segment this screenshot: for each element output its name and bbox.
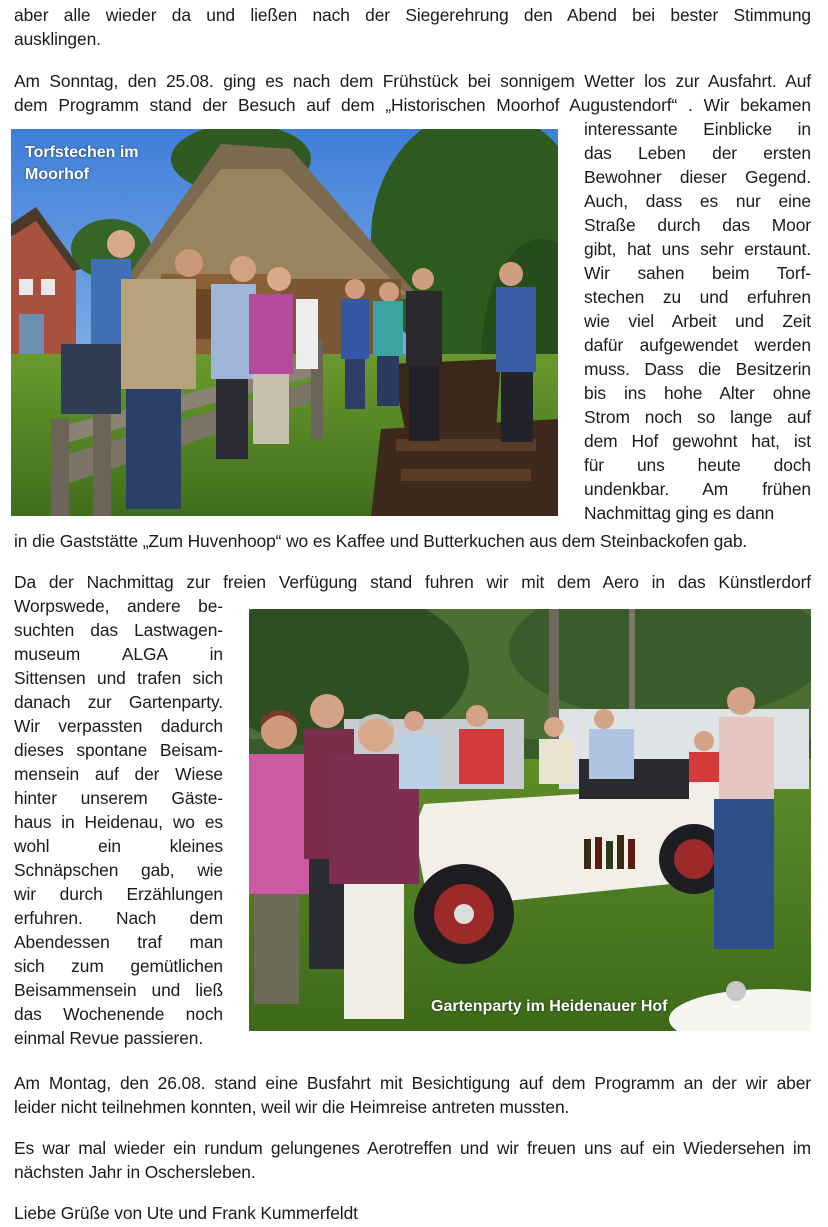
side-line: einmal Revue passieren. <box>14 1028 204 1048</box>
monday-line-1: Am Montag, den 26.08. stand eine Busfahrt mit Besichtigung auf dem Programm an der wir aber <box>14 1073 811 1093</box>
moorhof-caption-line2: Moorhof <box>25 166 89 183</box>
side-line: dem Hof gewohnt hat, ist <box>584 431 811 451</box>
monday-line-2: leider nicht teilnehmen konnten, weil wir die Heimreise antreten mussten. <box>14 1097 570 1117</box>
side-line: wohl ein kleines <box>14 836 223 856</box>
side-line: museum ALGA in <box>14 644 223 664</box>
closing-line-1: Es war mal wieder ein rundum gelungenes Aerotreffen und wir freuen uns auf ein Wiedersehen im <box>14 1138 811 1158</box>
side-line: dafür aufgewendet werden <box>584 335 811 355</box>
side-line: Strom noch so lange auf <box>584 407 811 427</box>
signature: Liebe Grüße von Ute und Frank Kummerfeldt <box>14 1203 358 1223</box>
side-line: Auch, dass es nur eine <box>584 191 811 211</box>
afternoon-first-line: Da der Nachmittag zur freien Verfügung stand fuhren wir mit dem Aero in das Künstlerdorf <box>14 572 811 592</box>
side-line: Schnäpschen gab, wie <box>14 860 223 880</box>
side-line: Bewohner dieser Gegend. <box>584 167 811 187</box>
side-line: danach zur Gartenparty. <box>14 692 223 712</box>
side-line: undenkbar. Am frühen <box>584 479 811 499</box>
gartenparty-photo <box>249 609 811 1031</box>
side-line: Straße durch das Moor <box>584 215 811 235</box>
side-line: Abendessen traf man <box>14 932 223 952</box>
side-line: gibt, hat uns sehr erstaunt. <box>584 239 811 259</box>
side-line: suchten das Lastwagen- <box>14 620 223 640</box>
intro-line-2: ausklingen. <box>14 29 101 49</box>
closing-line-2: nächsten Jahr in Oschersleben. <box>14 1162 256 1182</box>
side-line: wie viel Arbeit und Zeit <box>584 311 811 331</box>
side-line: interessante Einblicke in <box>584 119 811 139</box>
side-line: das Wochenende noch <box>14 1004 223 1024</box>
side-line: erfuhren. Nach dem <box>14 908 223 928</box>
side-line: Nachmittag ging es dann <box>584 503 775 523</box>
side-line: das Leben der ersten <box>584 143 811 163</box>
side-line: dieses spontane Beisam- <box>14 740 223 760</box>
side-line: Worpswede, andere be- <box>14 596 223 616</box>
side-line: sich zum gemütlichen <box>14 956 223 976</box>
side-line: bis ins hohe Alter ohne <box>584 383 811 403</box>
side-line: haus in Heidenau, wo es <box>14 812 223 832</box>
sunday-line-1: Am Sonntag, den 25.08. ging es nach dem Frühstück bei sonnigem Wetter los zur Ausfahrt. Auf <box>14 71 811 91</box>
side-line: Wir verpassten dadurch <box>14 716 223 736</box>
side-line: muss. Dass die Besitzerin <box>584 359 811 379</box>
side-line: hinter unserem Gäste- <box>14 788 223 808</box>
sunday-line-2: dem Programm stand der Besuch auf dem „Historischen Moorhof Augustendorf“ . Wir bekamen <box>14 95 811 115</box>
side-line: Sittensen und trafen sich <box>14 668 223 688</box>
side-line: mensein auf der Wiese <box>14 764 223 784</box>
side-line: für uns heute doch <box>584 455 811 475</box>
side-line: wir durch Erzählungen <box>14 884 223 904</box>
moorhof-photo <box>11 129 558 516</box>
intro-line-1: aber alle wieder da und ließen nach der Siegerehrung den Abend bei bester Stimmung <box>14 5 811 25</box>
side-line: Beisammensein und ließ <box>14 980 223 1000</box>
gaststaette-line: in die Gaststätte „Zum Huvenhoop“ wo es Kaffee und Butterkuchen aus dem Steinbackofen gab. <box>14 531 748 551</box>
moorhof-caption-line1: Torfstechen im <box>25 144 139 161</box>
side-line: stechen zu und erfuhren <box>584 287 811 307</box>
side-line: Wir sahen beim Torf- <box>584 263 811 283</box>
gartenparty-caption: Gartenparty im Heidenauer Hof <box>431 998 668 1015</box>
